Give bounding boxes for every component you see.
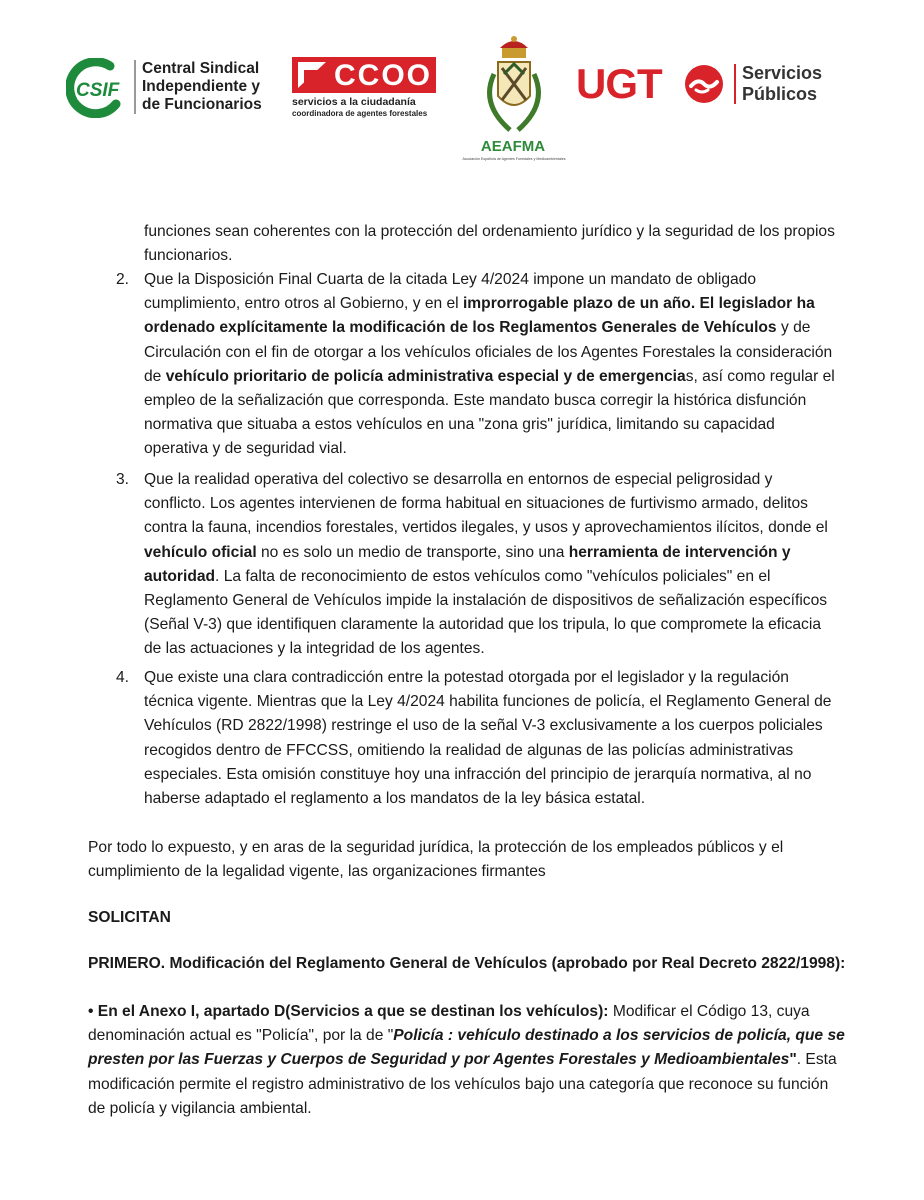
csif-logo — [66, 58, 271, 120]
ugt-division-name: Servicios Públicos — [742, 63, 823, 104]
primero-heading: PRIMERO. Modificación del Reglamento General de Vehículos (aprobado por Real Decreto 2822/1998): — [88, 955, 846, 972]
letterhead — [0, 0, 924, 190]
continuation-paragraph: funciones sean coherentes con la protección del ordenamiento jurídico y la seguridad de los propios funcionarios. — [144, 223, 835, 265]
closing-paragraph: Por todo lo expuesto, y en aras de la seguridad jurídica, la protección de los empleados públicos y el cumplimiento de la legalidad vigente, las organizaciones firmantes — [88, 839, 784, 881]
ugt-logo: UGT Servicios Públicos — [576, 60, 823, 107]
ugt-handshake-icon — [684, 64, 724, 104]
list-item-4: Que existe una clara contradicción entre la potestad otorgada por el legislador y la regulación técnica vigente. Mientras que la Ley 4/2024 habilita funciones de policía, el Reglamento General de Vehículos (RD 2822/1998) restringe el uso de la señal V-3 exclusivamente a los cuerpos policiales recogidos dentro de FFCCSS, omitiendo la realidad de algunas de las policías administrativas especiales. Esta omisión constituye hoy una infracción del principio de jerarquía normativa, al no haberse adaptado el reglamento a los mandatos de la ley básica estatal. — [144, 669, 832, 808]
csif-name: Central Sindical Independiente y de Funcionarios — [134, 60, 262, 114]
ccoo-logo: CCOO servicios a la ciudadanía coordinadora de agentes forestales — [290, 57, 440, 123]
ccoo-arrow-icon — [296, 60, 328, 90]
bullet-paragraph: • En el Anexo I, apartado D(Servicios a que se destinan los vehículos): Modificar el Código 13, cuya denominación actual es "Policía", por la de "Policía : vehículo destinado a los servicios de policía, que se presten por las Fuerzas y Cuerpos de Seguridad y por Agentes Forestales y Medioambientales". Esta modificación permite el registro administrativo de los vehículos bajo una categoría que reconoce su función de policía y vigilancia ambiental. — [88, 1003, 845, 1117]
list-number: 4. — [116, 669, 130, 686]
aeafma-logo: AEAFMA Asociación Española de Agentes Forestales y Medioambientales — [452, 34, 576, 164]
list-item-3: Que la realidad operativa del colectivo se desarrolla en entornos de especial peligrosidad y conflicto. Los agentes intervienen de forma habitual en situaciones de furtivismo armado, delitos contra la fauna, incendios forestales, vertidos ilegales, y usos y aprovechamientos ilícitos, donde el vehículo oficial no es solo un medio de transporte, sino una herramienta de intervención y autoridad. La falta de reconocimiento de estos vehículos como "vehículos policiales" en el Reglamento General de Vehículos impide la instalación de dispositivos de señalización específicos (Señal V-3) que identifiquen claramente la autoridad que los tripula, lo que compromete la eficacia de las actuaciones y la integridad de los agentes. — [144, 471, 828, 658]
list-number: 3. — [116, 471, 130, 488]
svg-text:CSIF: CSIF — [76, 80, 120, 101]
csif-emblem-icon — [66, 58, 130, 118]
ugt-divider — [734, 64, 736, 104]
aeafma-crest-icon — [474, 34, 554, 138]
list-item-2: Que la Disposición Final Cuarta de la citada Ley 4/2024 impone un mandato de obligado cumplimiento, entro otros al Gobierno, y en el improrrogable plazo de un año. El legislador ha ordenado explícitamente la modificación de los Reglamentos Generales de Vehículos y de Circulación con el fin de otorgar a los vehículos oficiales de los Agentes Forestales la consideración de vehículo prioritario de policía administrativa especial y de emergencias, así como regular el empleo de la señalización que corresponda. Este mandato busca corregir la histórica disfunción normativa que situaba a estos vehículos en una "zona gris" jurídica, limitando su capacidad operativa y de seguridad vial. — [144, 271, 835, 458]
list-number: 2. — [116, 271, 130, 288]
solicitan-heading: SOLICITAN — [88, 909, 171, 926]
ccoo-banner: CCOO — [292, 57, 436, 93]
